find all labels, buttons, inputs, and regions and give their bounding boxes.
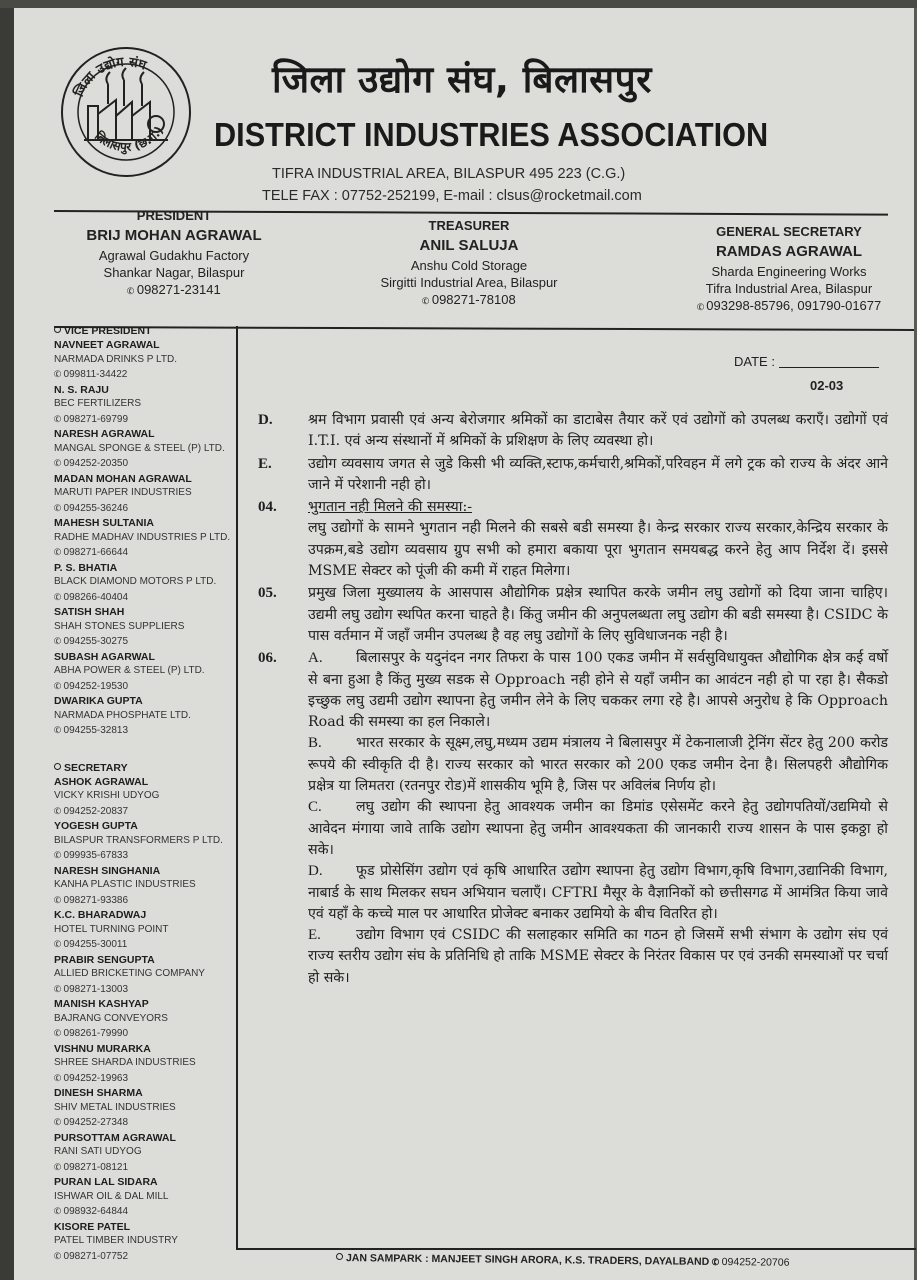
- org-contact: TELE FAX : 07752-252199, E-mail : clsus@rocketmail.com: [262, 188, 642, 204]
- org-address: TIFRA INDUSTRIAL AREA, BILASPUR 495 223 (C.G.): [272, 166, 626, 182]
- phone-icon: ✆: [52, 1160, 63, 1173]
- member-firm: BLACK DIAMOND MOTORS P LTD.: [54, 576, 217, 587]
- member-phone: 098271-13003: [63, 983, 129, 995]
- sub-point: [308, 648, 888, 733]
- member-entry: [54, 908, 234, 953]
- sub-point-label: B.: [308, 735, 322, 752]
- member-entry: [54, 775, 234, 820]
- org-title-hindi: जिला उद्योग संघ, बिलासपुर: [272, 58, 652, 101]
- vice-president-heading: VICE PRESIDENT: [54, 324, 234, 338]
- officer-address: Tifra Industrial Area, Bilaspur: [705, 281, 873, 296]
- officer-address: Shankar Nagar, Bilaspur: [103, 265, 245, 280]
- member-phone: 094252-20350: [63, 458, 129, 469]
- secretary-list: [54, 775, 234, 1265]
- secretary-heading: SECRETARY: [54, 761, 234, 775]
- member-phone: 098271-93386: [63, 894, 129, 906]
- logo-bottom-text: बिलासपुर (छ.ग.): [91, 123, 167, 155]
- phone-icon: ✆: [52, 938, 63, 951]
- member-entry: [54, 427, 234, 472]
- member-firm: NARMADA DRINKS P LTD.: [54, 353, 177, 365]
- member-firm: HOTEL TURNING POINT: [54, 923, 169, 935]
- phone-icon: ✆: [52, 368, 63, 381]
- phone-icon: ✆: [52, 1249, 63, 1262]
- officer-name: ANIL SALUJA: [419, 237, 519, 254]
- svg-text:जिला उद्योग संघ: [71, 54, 150, 100]
- member-name: K.C. BHARADWAJ: [54, 909, 147, 921]
- member-firm: SHREE SHARDA INDUSTRIES: [54, 1057, 196, 1068]
- phone-icon: ✆: [420, 295, 432, 308]
- phone-icon: ✆: [52, 412, 63, 425]
- member-firm: BAJRANG CONVEYORS: [54, 1012, 168, 1024]
- member-firm: ISHWAR OIL & DAL MILL: [54, 1190, 169, 1202]
- member-phone: 099811-34422: [63, 369, 128, 380]
- member-phone: 094255-36246: [63, 502, 129, 514]
- member-entry: [54, 383, 234, 428]
- member-entry: [54, 819, 234, 864]
- member-entry: [54, 561, 234, 606]
- background-edge: [0, 0, 14, 1280]
- point-e: [258, 454, 888, 497]
- member-firm: VICKY KRISHI UDYOG: [54, 790, 160, 801]
- member-name: YOGESH GUPTA: [54, 820, 138, 832]
- officer-firm: Sharda Engineering Works: [711, 264, 867, 279]
- sub-point: [308, 733, 888, 797]
- member-firm: ALLIED BRICKETING COMPANY: [54, 968, 205, 979]
- point-text: लघु उद्योगों के सामने भुगतान नही मिलने की सबसे बडी समस्या है। केन्द्र सरकार राज्य सरकार,केन्द्रिय सरकार के उपक्रम,बडे उद्योग व्यवसाय ग्रुप सभी को हमारा बकाया पूरा भुगतान समयबद्ध करने हेतु आप निर्देश दें। इससे MSME सेक्टर को पूंजी की कमी में राहत मिलेगा।: [308, 520, 888, 580]
- officer-role: GENERAL SECRETARY: [716, 224, 862, 239]
- sub-point-text: उद्योग विभाग एवं CSIDC की सलाहकार समिति का गठन हो जिसमें सभी संभाग के उद्योग संघ एवं राज्य स्तरीय उद्योग संघ के प्रतिनिधि हो ताकि MSME सेक्टर के निरंतर विकास पर एवं उनकी समस्याओं पर चर्चा हो सके।: [308, 927, 888, 986]
- member-firm: ABHA POWER & STEEL (P) LTD.: [54, 665, 205, 676]
- member-name: VISHNU MURARKA: [54, 1042, 151, 1055]
- phone-icon: ✆: [52, 1027, 63, 1040]
- point-text: उद्योग व्यवसाय जगत से जुडे किसी भी व्यक्ति,स्टाफ,कर्मचारी,श्रमिकों,परिवहन में लगे ट्रक को राज्य के अंदर आने जाने में परेशानी नही हो।: [308, 455, 888, 493]
- bullet-icon: [54, 326, 61, 333]
- officer-name: RAMDAS AGRAWAL: [715, 243, 863, 260]
- sub-point-label: A.: [308, 650, 323, 667]
- member-name: PRABIR SENGUPTA: [54, 953, 155, 966]
- phone-icon: ✆: [52, 1071, 63, 1084]
- member-entry: [54, 1175, 234, 1220]
- officer-general-secretary: [674, 224, 904, 316]
- phone-icon: ✆: [52, 1205, 63, 1218]
- sub-point-text: भारत सरकार के सूक्ष्म,लघु,मध्यम उद्यम मंत्रालय ने बिलासपुर में टेकनालाजी ट्रेनिंग सेंटर हेतु 200 करोड रूपये की स्वीकृति दी है। राज्य सरकार को भारत सरकार को 200 एकड जमीन देना है। सिलपहरी औद्योगिक प्रक्षेत्र या लिमतरा (रतनपुर रोड)में शासकीय भूमि है, जिस पर अविलंब निर्णय हो।: [308, 735, 888, 795]
- phone-icon: ✆: [52, 982, 63, 995]
- phone-icon: ✆: [52, 724, 63, 737]
- member-firm: RANI SATI UDYOG: [54, 1146, 142, 1157]
- member-entry: [54, 1220, 234, 1265]
- footer-contact: [336, 1252, 790, 1269]
- point-label: 06.: [258, 650, 277, 667]
- member-name: PURAN LAL SIDARA: [54, 1176, 158, 1188]
- sub-point: [308, 861, 888, 925]
- phone-icon: ✆: [52, 1116, 63, 1129]
- sidebar-divider: [236, 326, 238, 1250]
- phone-icon: ✆: [52, 893, 63, 906]
- member-name: MADAN MOHAN AGRAWAL: [54, 472, 192, 485]
- logo-top-text: जिला उद्योग संघ: [71, 54, 149, 100]
- member-name: NARESH SINGHANIA: [54, 864, 161, 877]
- officer-address: Sirgitti Industrial Area, Bilaspur: [380, 275, 558, 290]
- background-edge-top: [0, 0, 917, 8]
- point-label: 05.: [258, 585, 277, 602]
- member-name: MAHESH SULTANIA: [54, 517, 154, 529]
- officer-role: PRESIDENT: [136, 208, 212, 223]
- point-text: प्रमुख जिला मुख्यालय के आसपास औद्योगिक प्रक्षेत्र स्थापित करके जमीन लघु उद्योगों को दिया जाना चाहिए। उद्यमी लघु उद्योग स्थपित करना चाहते है। किंतु जमीन की अनुपलब्धता लघु उद्योग की बडी समस्या है। CSIDC के पास वर्तमान में जहाँ जमीन उपलब्ध है वह लघु उद्योगों के लिए सुविधाजनक नही है।: [308, 585, 888, 644]
- member-entry: [54, 1131, 234, 1176]
- member-name: ASHOK AGRAWAL: [54, 775, 149, 788]
- member-sidebar: [54, 320, 234, 1264]
- officer-phone: 098271-23141: [136, 282, 221, 297]
- member-firm: NARMADA PHOSPHATE LTD.: [54, 709, 191, 721]
- member-phone: 098271-07752: [63, 1250, 129, 1262]
- officer-treasurer: [354, 218, 584, 310]
- member-entry: [54, 694, 234, 739]
- phone-icon: ✆: [125, 285, 137, 298]
- member-entry: [54, 605, 234, 650]
- member-phone: 098271-08121: [63, 1161, 129, 1173]
- member-entry: [54, 516, 234, 561]
- member-name: P. S. BHATIA: [54, 561, 118, 574]
- association-logo: [58, 44, 194, 180]
- letter-page: [14, 8, 914, 1280]
- member-name: NAVNEET AGRAWAL: [54, 339, 160, 351]
- member-name: KISORE PATEL: [54, 1220, 131, 1233]
- phone-icon: ✆: [52, 457, 63, 470]
- member-name: SATISH SHAH: [54, 606, 125, 618]
- member-phone: 098266-40404: [63, 591, 129, 603]
- member-entry: [54, 472, 234, 517]
- date-label: DATE :: [734, 354, 775, 369]
- member-entry: [54, 1086, 234, 1131]
- sub-point-label: C.: [308, 799, 322, 816]
- point-05: [258, 583, 888, 647]
- member-firm: KANHA PLASTIC INDUSTRIES: [54, 879, 196, 890]
- member-firm: SHAH STONES SUPPLIERS: [54, 620, 185, 632]
- phone-icon: ✆: [52, 501, 63, 514]
- member-entry: [54, 864, 234, 909]
- date-value: [779, 367, 879, 368]
- point-heading: भुगतान नही मिलने की समस्या:-: [308, 499, 473, 516]
- org-title-english: DISTRICT INDUSTRIES ASSOCIATION: [214, 116, 769, 153]
- member-name: SUBASH AGARWAL: [54, 650, 155, 663]
- sub-point: [308, 797, 888, 861]
- date-field: [734, 354, 879, 369]
- member-phone: 098932-64844: [63, 1206, 129, 1217]
- member-entry: [54, 997, 234, 1042]
- phone-icon: ✆: [52, 804, 63, 817]
- member-firm: RADHE MADHAV INDUSTRIES P LTD.: [54, 531, 231, 543]
- vice-president-list: [54, 338, 234, 739]
- member-name: DINESH SHARMA: [54, 1087, 143, 1099]
- member-phone: 094252-19963: [63, 1072, 129, 1084]
- member-phone: 098271-66644: [63, 547, 129, 558]
- phone-icon: ✆: [695, 301, 706, 314]
- bullet-icon: [336, 1253, 343, 1260]
- footer-phone: 094252-20706: [721, 1256, 790, 1269]
- officer-firm: Agrawal Gudakhu Factory: [98, 248, 250, 263]
- phone-icon: ✆: [52, 635, 63, 648]
- footer-divider: [236, 1248, 916, 1250]
- member-phone: 094255-30275: [63, 636, 129, 647]
- sub-point-label: D.: [308, 863, 323, 880]
- member-name: DWARIKA GUPTA: [54, 695, 143, 707]
- sub-point-text: लघु उद्योग की स्थापना हेतु आवश्यक जमीन का डिमांड एसेसमेंट करने हेतु उद्योगपतियों/उद्यमियो से आवेदन मंगाया जावे ताकि उद्योग स्थापना हेतु जमीन आवश्यकता की जानकारी राज्य शासन के पास इकठ्ठा हो सके।: [308, 799, 888, 858]
- member-phone: 098271-69799: [63, 413, 129, 425]
- point-label: D.: [258, 412, 273, 428]
- member-name: PURSOTTAM AGRAWAL: [54, 1131, 176, 1144]
- officer-role: TREASURER: [428, 218, 510, 233]
- member-entry: [54, 1042, 234, 1087]
- footer-text: JAN SAMPARK : MANJEET SINGH ARORA, K.S. TRADERS, DAYALBAND: [345, 1252, 710, 1268]
- sub-point-text: बिलासपुर के यदुनंदन नगर तिफरा के पास 100 एकड जमीन में सर्वसुविधायुक्त औद्योगिक क्षेत्र कई वर्षो से बना हुआ है किंतु मुख्य सडक से Opproach नही होने से यहाँ जमीन का आवंटन नही हो पा रहा है। सैकडो इच्छुक लघु उद्यमी उद्योग स्थापना हेतु जमीन लेने के लिए चककर लगा रहे है। आपसे अनुरोध हे कि Opproach Road की समस्या का हल निकाले।: [308, 650, 888, 731]
- member-firm: SHIV METAL INDUSTRIES: [54, 1101, 176, 1113]
- member-entry: [54, 650, 234, 695]
- officer-firm: Anshu Cold Storage: [410, 258, 528, 273]
- member-phone: 099935-67833: [63, 850, 129, 861]
- member-phone: 094252-19530: [63, 680, 129, 692]
- member-phone: 094252-20837: [63, 805, 129, 817]
- point-04: [258, 497, 888, 582]
- page-number: 02-03: [810, 378, 844, 393]
- member-name: MANISH KASHYAP: [54, 998, 149, 1010]
- phone-icon: ✆: [52, 849, 63, 862]
- officer-phone: 098271-78108: [431, 292, 516, 307]
- bullet-icon: [54, 763, 61, 770]
- member-firm: BEC FERTILIZERS: [54, 398, 142, 409]
- officer-name: BRIJ MOHAN AGRAWAL: [86, 227, 262, 244]
- member-name: NARESH AGRAWAL: [54, 428, 155, 440]
- sub-point: [308, 925, 888, 989]
- member-name: N. S. RAJU: [54, 383, 109, 396]
- phone-icon: ✆: [52, 546, 63, 559]
- phone-icon: ✆: [52, 590, 63, 603]
- letter-body: [258, 410, 888, 990]
- member-phone: 094255-32813: [63, 725, 129, 736]
- officer-phone: 093298-85796, 091790-01677: [706, 298, 882, 313]
- member-firm: MARUTI PAPER INDUSTRIES: [54, 487, 192, 498]
- member-phone: 094255-30011: [63, 939, 128, 950]
- phone-icon: ✆: [710, 1256, 721, 1268]
- sub-point-label: E.: [308, 927, 321, 944]
- member-firm: MANGAL SPONGE & STEEL (P) LTD.: [54, 442, 225, 454]
- point-06: [258, 648, 888, 989]
- member-phone: 098261-79990: [63, 1028, 129, 1039]
- member-firm: PATEL TIMBER INDUSTRY: [54, 1235, 178, 1246]
- officer-president: [64, 208, 284, 300]
- point-text: श्रम विभाग प्रवासी एवं अन्य बेरोजगार श्रमिकों का डाटाबेस तैयार करें एवं उद्योगों को उपलब्ध कराएँ। उद्योगों एवं I.T.I. एवं अन्य संस्थानों में श्रमिकों के प्रशिक्षण के लिए व्यवस्था हो।: [308, 412, 888, 450]
- member-firm: BILASPUR TRANSFORMERS P LTD.: [54, 834, 223, 846]
- point-label: E.: [258, 455, 272, 472]
- sub-point-text: फूड प्रोसेसिंग उद्योग एवं कृषि आधारित उद्योग स्थापना हेतु उद्योग विभाग,कृषि विभाग,उद्यानिकी विभाग, नाबार्ड के साथ मिलकर सघन अभियान चलाएँ। CFTRI मैसूर के वैज्ञानिकों को छत्तीसगढ में आमंत्रित किया जावे एवं यहाँ के कच्चे माल पर आधारित प्रोजेक्ट बनाकर उद्यमियो के बीच वितरित हो।: [308, 863, 888, 922]
- point-d: [258, 410, 888, 453]
- point-label: 04.: [258, 499, 277, 516]
- member-entry: [54, 338, 234, 383]
- phone-icon: ✆: [52, 679, 63, 692]
- member-phone: 094252-27348: [63, 1117, 129, 1128]
- member-entry: [54, 953, 234, 998]
